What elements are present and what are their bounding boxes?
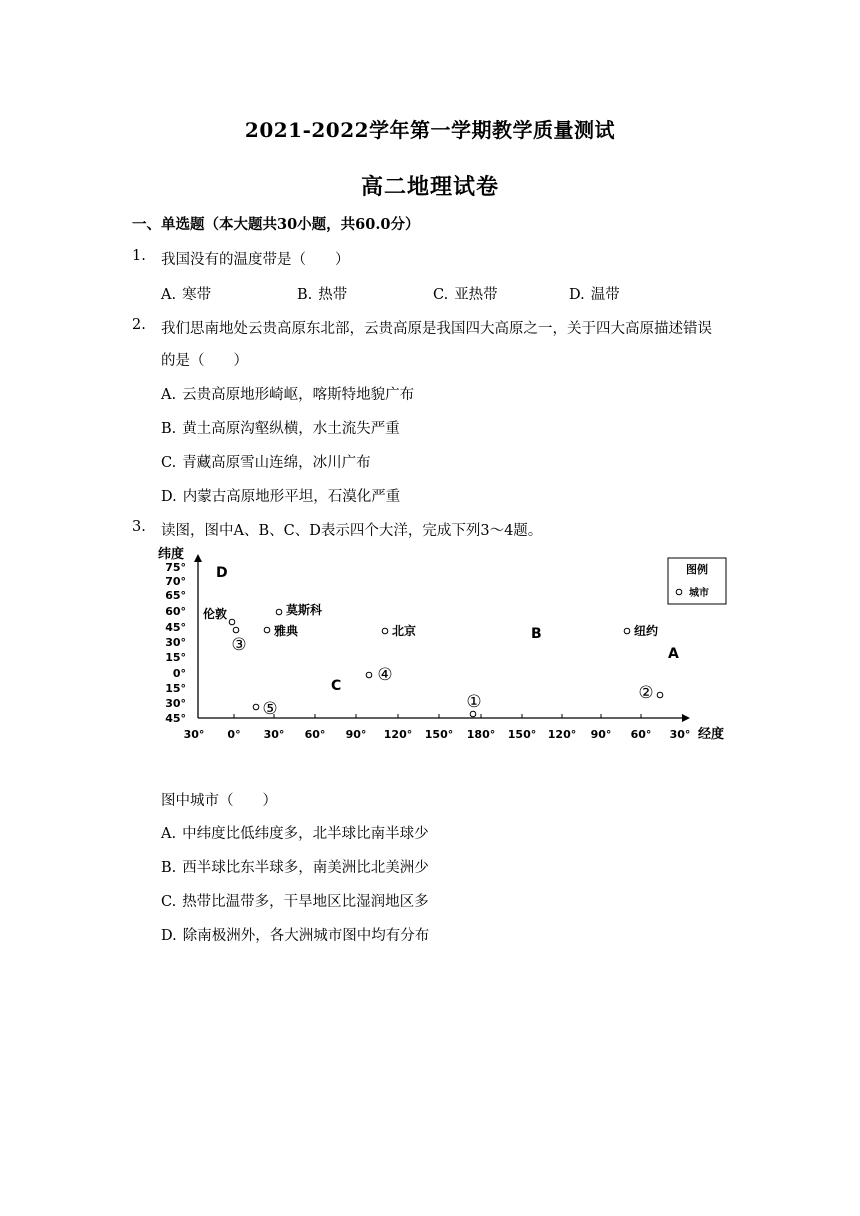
city-dot-1 [470, 711, 476, 717]
y-tick-label: 60° [165, 605, 186, 618]
x-tick-label: 90° [590, 728, 612, 741]
question-2-number: 2. [132, 317, 146, 333]
x-tick-label: 120° [547, 728, 577, 741]
option-text: 寒带 [182, 287, 212, 303]
option-text: 热带 [318, 287, 348, 303]
option-letter: B. [297, 287, 313, 303]
x-tick-label: 30° [263, 728, 285, 741]
city-dot-2 [657, 692, 663, 698]
option-text: 云贵高原地形崎岖，喀斯特地貌广布 [182, 387, 415, 403]
y-tick-label: 0° [172, 667, 186, 680]
marker-2: ② [638, 683, 654, 703]
option-text: 内蒙古高原地形平坦，石漠化严重 [182, 489, 401, 505]
x-tick-label: 120° [383, 728, 413, 741]
option-text: 西半球比东半球多，南美洲比北美洲少 [182, 860, 429, 876]
city-label-moscow: 莫斯科 [286, 603, 323, 617]
option-letter: A. [161, 287, 177, 303]
city-dot-london-2 [233, 627, 239, 633]
section-heading: 一、单选题（本大题共30小题，共60.0分） [132, 216, 420, 233]
ocean-label-a: A [668, 646, 679, 662]
figure-svg [150, 540, 740, 750]
x-axis-title: 经度 [698, 727, 725, 742]
question-3-option-a [161, 822, 429, 843]
y-tick-label: 45° [165, 712, 186, 725]
option-letter: C. [161, 455, 177, 471]
option-letter: B. [161, 860, 177, 876]
exam-subtitle: 高二地理试卷 [360, 174, 499, 200]
ocean-city-map-figure [150, 540, 740, 750]
y-tick-label: 30° [165, 636, 186, 649]
x-tick-label: 0° [227, 728, 241, 741]
question-1-option-d [569, 283, 620, 304]
option-letter: B. [161, 421, 177, 437]
y-tick-label: 30° [165, 697, 186, 710]
y-tick-label: 75° [165, 561, 186, 574]
city-label-beijing: 北京 [392, 624, 417, 638]
city-dot-athens [264, 627, 270, 633]
marker-5: ⑤ [262, 699, 278, 719]
y-tick-label: 45° [165, 621, 186, 634]
x-tick-label: 60° [630, 728, 652, 741]
option-letter: D. [569, 287, 585, 303]
option-letter: C. [161, 894, 177, 910]
city-dot-london [229, 619, 235, 625]
question-3-option-c [161, 890, 429, 911]
legend-city-dot [676, 589, 682, 595]
ocean-label-c: C [331, 678, 342, 694]
marker-1: ① [466, 692, 482, 712]
y-axis-arrow [194, 554, 202, 562]
x-tick-label: 30° [183, 728, 205, 741]
option-letter: D. [161, 489, 177, 505]
y-tick-label: 15° [165, 651, 186, 664]
city-label-newyork: 纽约 [634, 624, 659, 638]
marker-4: ④ [377, 665, 393, 685]
question-1-number: 1. [132, 248, 146, 264]
question-1-text: 我国没有的温度带是（ ） [161, 252, 350, 268]
city-dot-moscow [276, 609, 282, 615]
question-2-text-line2: 的是（ ） [161, 353, 248, 369]
question-3-option-b [161, 856, 429, 877]
option-letter: D. [161, 928, 177, 944]
y-tick-label: 65° [165, 589, 186, 602]
city-dot-4 [366, 672, 372, 678]
city-dot-beijing [382, 628, 388, 634]
option-text: 中纬度比低纬度多，北半球比南半球少 [182, 826, 429, 842]
y-axis-title: 纬度 [158, 547, 185, 562]
ocean-label-d: D [216, 565, 228, 581]
question-3-text: 读图，图中A、B、C、D表示四个大洋，完成下列3～4题。 [161, 523, 543, 539]
option-text: 温带 [590, 287, 620, 303]
legend-title: 图例 [686, 563, 708, 576]
marker-3: ③ [231, 635, 247, 655]
ocean-label-b: B [531, 626, 542, 642]
question-2-option-d [161, 485, 400, 506]
question-2-text-line1: 我们思南地处云贵高原东北部，云贵高原是我国四大高原之一，关于四大高原描述错误 [161, 321, 712, 337]
x-axis-arrow [682, 714, 690, 722]
option-text: 黄土高原沟壑纵横，水土流失严重 [182, 421, 400, 437]
exam-title: 2021-2022学年第一学期教学质量测试 [244, 118, 616, 142]
option-text: 除南极洲外，各大洲城市图中均有分布 [182, 928, 430, 944]
option-letter: A. [161, 387, 177, 403]
x-tick-label: 150° [507, 728, 537, 741]
question-2-option-b [161, 417, 400, 438]
city-dot-5 [253, 704, 259, 710]
x-tick-label: 180° [466, 728, 496, 741]
option-text: 青藏高原雪山连绵，冰川广布 [182, 455, 371, 471]
option-letter: A. [161, 826, 177, 842]
question-3-subquestion: 图中城市（ ） [161, 793, 277, 809]
question-2-option-c [161, 451, 371, 472]
question-3-number: 3. [132, 519, 146, 535]
question-1-option-b [297, 283, 347, 304]
y-tick-label: 70° [165, 575, 186, 588]
option-letter: C. [433, 287, 449, 303]
city-label-athens: 雅典 [274, 624, 299, 638]
option-text: 亚热带 [454, 287, 498, 303]
city-label-london: 伦敦 [203, 607, 228, 621]
x-tick-label: 90° [345, 728, 367, 741]
x-tick-label: 150° [424, 728, 454, 741]
question-1-option-c [433, 283, 498, 304]
option-text: 热带比温带多，干旱地区比湿润地区多 [182, 894, 429, 910]
question-1-option-a [161, 283, 211, 304]
question-2-option-a [161, 383, 414, 404]
question-3-option-d [161, 924, 429, 945]
y-tick-label: 15° [165, 682, 186, 695]
city-dot-newyork [624, 628, 630, 634]
x-tick-label: 30° [669, 728, 691, 741]
x-tick-label: 60° [304, 728, 326, 741]
legend-item-label: 城市 [689, 588, 709, 599]
